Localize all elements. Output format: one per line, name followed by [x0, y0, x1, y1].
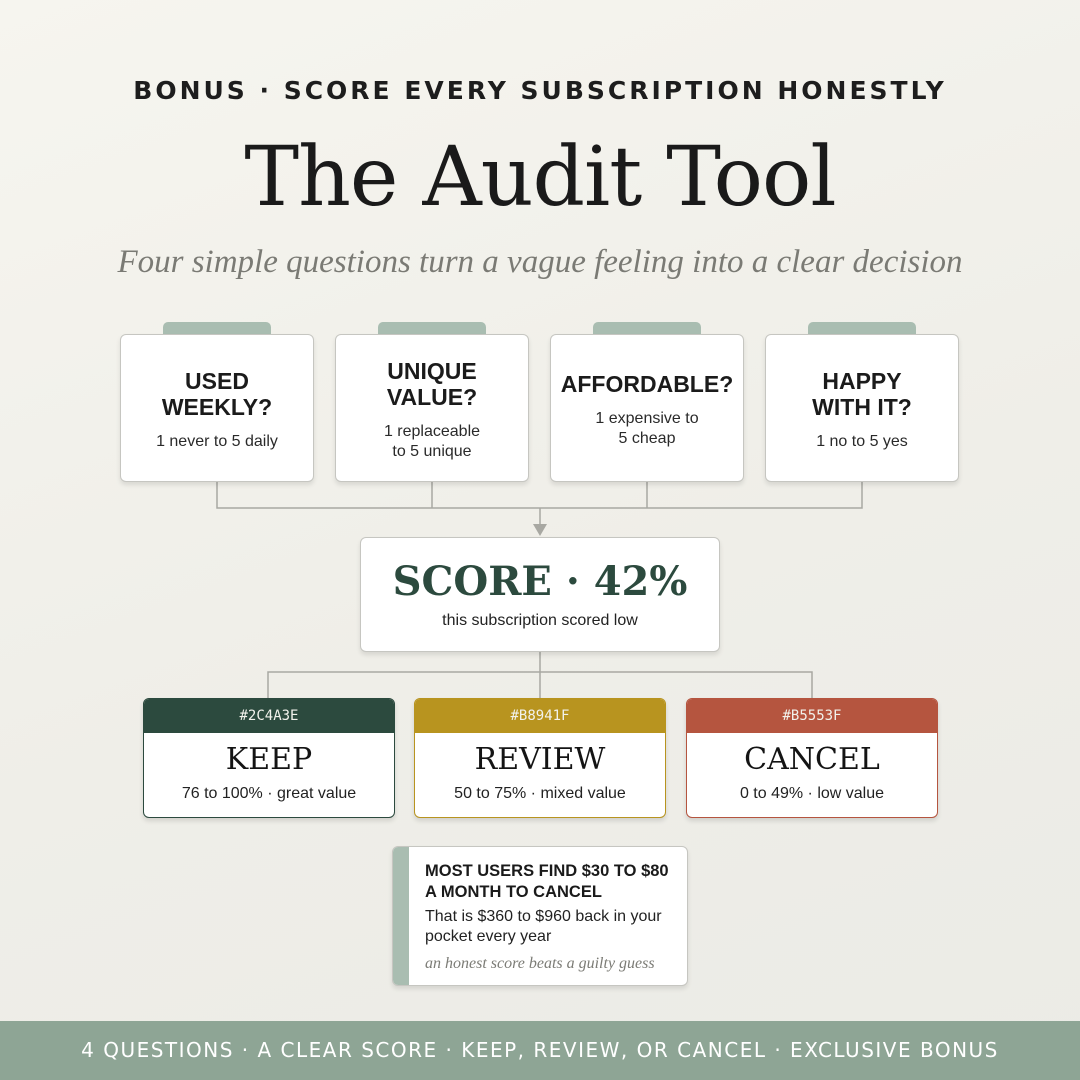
- note-headline: MOST USERS FIND $30 TO $80 A MONTH TO CANCEL: [425, 862, 669, 901]
- eyebrow-heading: BONUS · SCORE EVERY SUBSCRIPTION HONESTLY: [133, 76, 947, 105]
- decision-card-cancel: [686, 698, 938, 818]
- decision-color-code: #2C4A3E: [144, 699, 394, 733]
- score-value: SCORE · 42%: [392, 558, 688, 605]
- decision-range: 50 to 75% · mixed value: [454, 785, 626, 802]
- decision-color-code: #B8941F: [415, 699, 665, 733]
- note-body: That is $360 to $960 back in your pocket every year: [425, 908, 662, 945]
- decision-color-code: #B5553F: [687, 699, 937, 733]
- decision-card-keep: [143, 698, 395, 818]
- page-title: The Audit Tool: [244, 130, 836, 225]
- question-scale: 1 never to 5 daily: [156, 433, 278, 450]
- decision-card-review: [414, 698, 666, 818]
- note-accent-strip: [393, 847, 409, 985]
- question-title: UNIQUE VALUE?: [386, 358, 478, 410]
- connector-questions-bus: [217, 482, 862, 508]
- footer-banner: 4 QUESTIONS · A CLEAR SCORE · KEEP, REVIEW, OR CANCEL · EXCLUSIVE BONUS: [0, 1021, 1080, 1080]
- question-title: HAPPY WITH IT?: [812, 368, 912, 420]
- score-card: [360, 537, 720, 652]
- question-card-used-weekly: [120, 334, 314, 482]
- question-card-affordable: [550, 334, 744, 482]
- decision-label: REVIEW: [474, 742, 606, 777]
- connector-question-drops: [432, 482, 647, 508]
- question-card-unique-value: [335, 334, 529, 482]
- page-subtitle: Four simple questions turn a vague feeling into a clear decision: [117, 244, 963, 280]
- decision-range: 0 to 49% · low value: [739, 785, 885, 802]
- decision-label: KEEP: [225, 742, 313, 777]
- note-tagline: an honest score beats a guilty guess: [425, 955, 655, 972]
- decision-range: 76 to 100% · great value: [181, 785, 357, 802]
- question-card-happy: [765, 334, 959, 482]
- question-scale: 1 no to 5 yes: [816, 433, 908, 450]
- question-title: AFFORDABLE?: [560, 371, 734, 397]
- decision-label: CANCEL: [744, 742, 880, 777]
- question-title: USED WEEKLY?: [161, 368, 273, 420]
- savings-note-card: [392, 846, 688, 986]
- question-scale: 1 expensive to 5 cheap: [595, 410, 699, 447]
- score-note: this subscription scored low: [442, 612, 638, 629]
- connector-score-to-decisions: [268, 652, 812, 698]
- arrow-down-icon: [533, 524, 547, 536]
- question-scale: 1 replaceable to 5 unique: [383, 423, 481, 460]
